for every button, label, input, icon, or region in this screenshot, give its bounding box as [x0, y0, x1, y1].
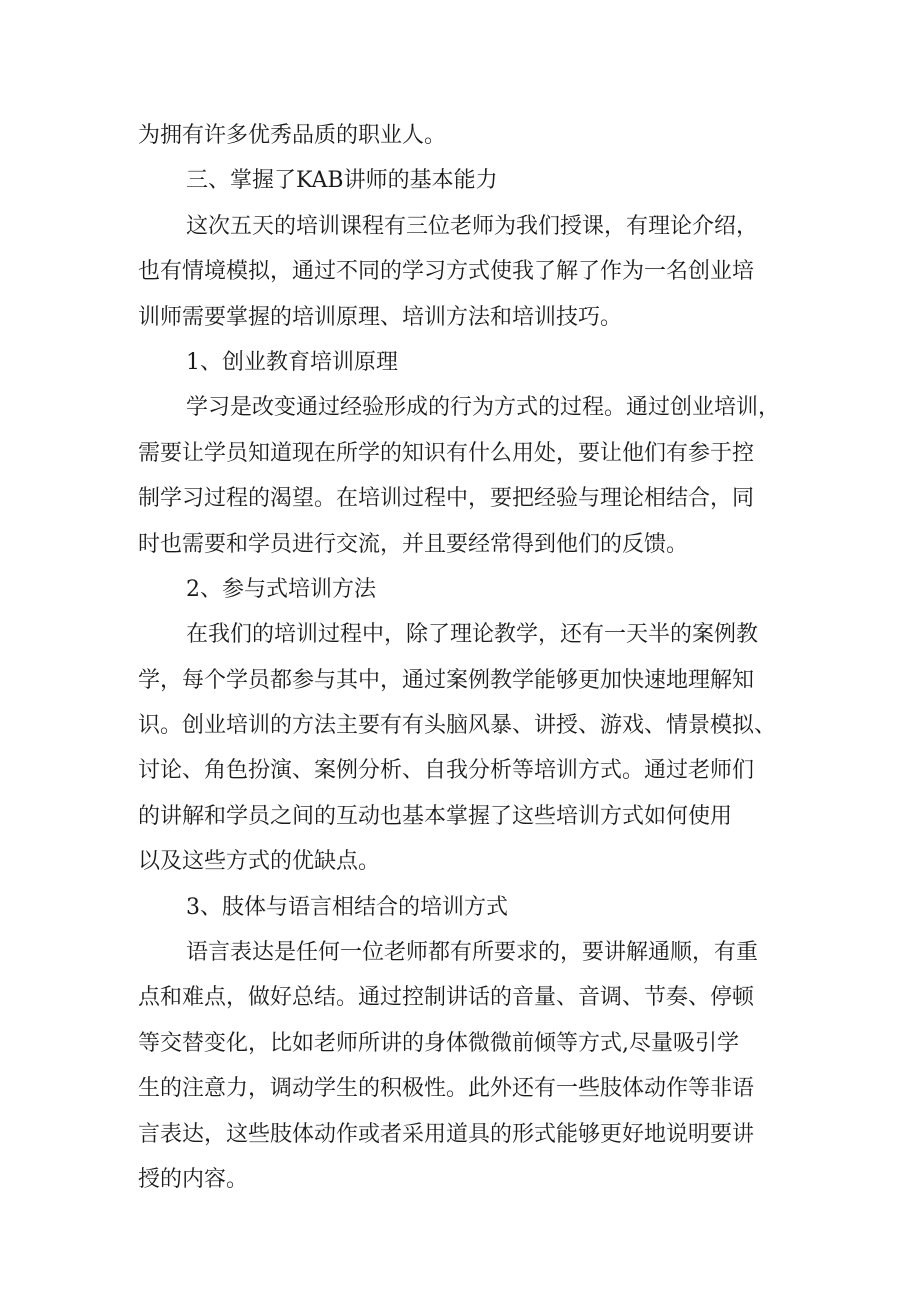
text-line: 2、参与式培训方法 [186, 576, 376, 602]
text-line: 这次五天的培训课程有三位老师为我们授课，有理论介绍， [186, 213, 759, 239]
text-line: 学，每个学员都参与其中，通过案例教学能够更加快速地理解知 [138, 667, 755, 693]
text-line: 为拥有许多优秀品质的职业人。 [138, 123, 447, 148]
text-line: 3、肢体与语言相结合的培训方式 [186, 894, 508, 920]
text-line: 的讲解和学员之间的互动也基本掌握了这些培训方式如何使用 [138, 803, 733, 829]
text-line: 生的注意力，调动学生的积极性。此外还有一些肢体动作等非语 [138, 1076, 755, 1102]
text-line: 语言表达是任何一位老师都有所要求的，要讲解通顺，有重 [186, 940, 759, 966]
text-line: 制学习过程的渴望。在培训过程中，要把经验与理论相结合，同 [138, 486, 755, 512]
text-line: 授的内容。 [138, 1166, 249, 1192]
document-body [138, 113, 788, 1202]
text-line: 言表达，这些肢体动作或者采用道具的形式能够更好地说明要讲 [138, 1121, 755, 1147]
text-line: 识。创业培训的方法主要有有头脑风暴、讲授、游戏、情景模拟、 [138, 713, 777, 739]
text-line: 等交替变化，比如老师所讲的身体微微前倾等方式,尽量吸引学 [138, 1030, 739, 1056]
text-line: 讨论、角色扮演、案例分析、自我分析等培训方式。通过老师们 [138, 758, 755, 784]
text-line: 学习是改变通过经验形成的行为方式的过程。通过创业培训， [186, 395, 781, 421]
text-line: 1、创业教育培训原理 [186, 349, 398, 375]
text-line: 也有情境模拟，通过不同的学习方式使我了解了作为一名创业培 [138, 259, 755, 285]
text-line: 以及这些方式的优缺点。 [138, 849, 381, 875]
text-line: 需要让学员知道现在所学的知识有什么用处，要让他们有参于控 [138, 440, 755, 466]
text-line: 训师需要掌握的培训原理、培训方法和培训技巧。 [138, 304, 623, 330]
text-line: 三、掌握了KAB讲师的基本能力 [186, 168, 498, 194]
text-line: 点和难点，做好总结。通过控制讲话的音量、音调、节奏、停顿 [138, 985, 755, 1011]
text-line: 时也需要和学员进行交流，并且要经常得到他们的反馈。 [138, 531, 689, 557]
text-line: 在我们的培训过程中，除了理论教学，还有一天半的案例教 [186, 622, 759, 648]
